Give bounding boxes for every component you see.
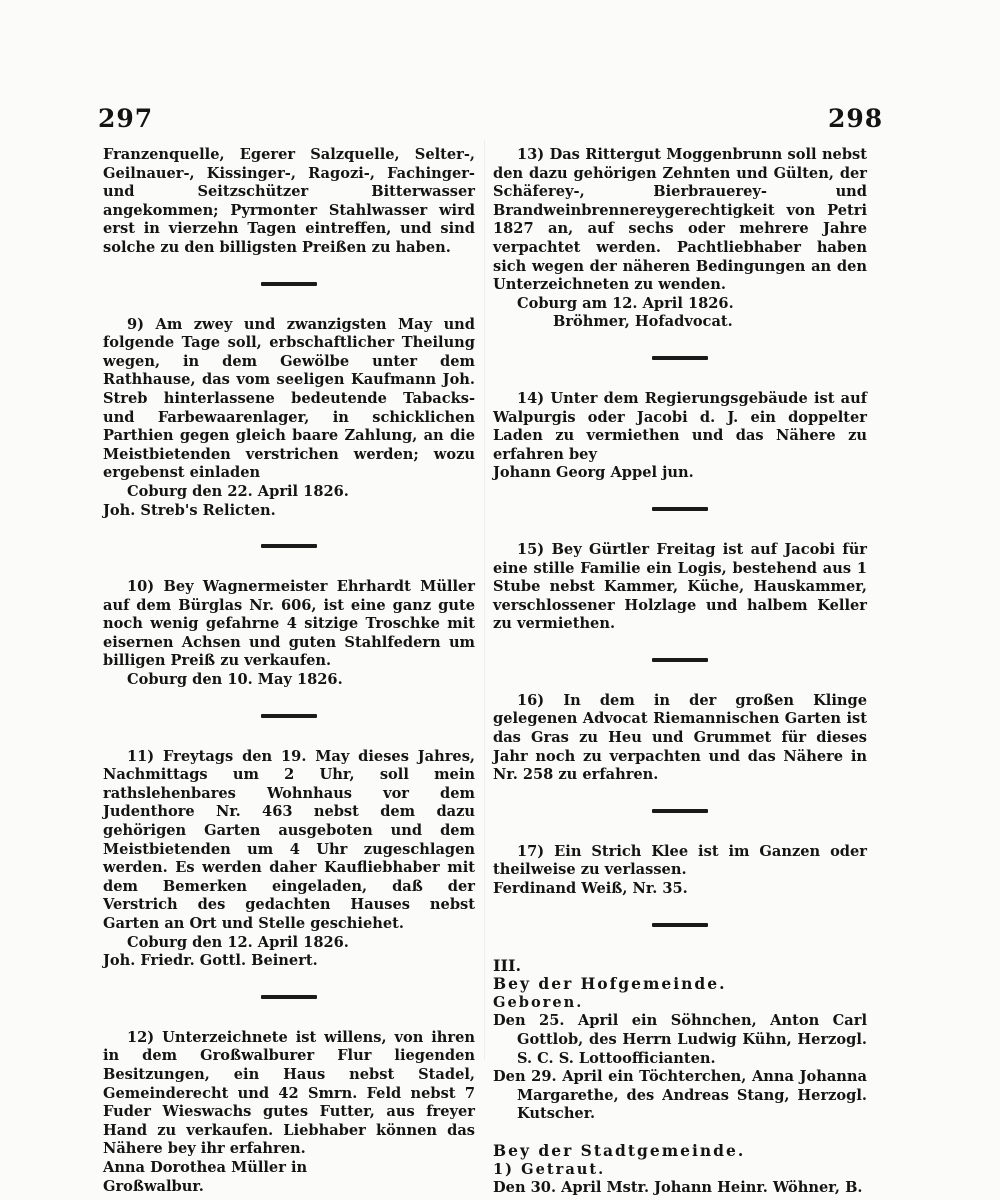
separator-rule: [261, 995, 317, 999]
notice-16-text: 16) In dem in der großen Klinge gelegenen Advocat Riemannischen Garten ist das Gras zu Heu und Grummet für dieses Jahr noch zu verpachten und das Nähere in Nr. 258 zu erfahren.: [493, 691, 867, 784]
notice-11-signature: Joh. Friedr. Gottl. Beinert.: [103, 952, 318, 970]
subsection-married: 1) Getraut.: [493, 1160, 606, 1178]
notice-9-text: 9) Am zwey und zwanzigsten May und folgende Tage soll, erbschaftlicher Theilung wegen, in dem Gewölbe unter dem Rathhause, das vom seeligen Kaufmann Joh. Streb hinterlassene bedeutende Tabacks- und Farbewaarenlager, in schicklichen Parthien gegen gleich baare Zahlung, an die Meistbietenden verstrichen werden; wozu ergebenst einladen: [103, 315, 475, 482]
notice-14-signature: Johann Georg Appel jun.: [493, 464, 694, 482]
notice-13-signature: Bröhmer, Hofadvocat.: [553, 313, 733, 331]
separator-rule: [652, 809, 708, 813]
notice-16: [493, 692, 867, 785]
notice-17-signature: Ferdinand Weiß, Nr. 35.: [493, 880, 688, 898]
birth-record-1: Den 25. April ein Söhnchen, Anton Carl Gottlob, des Herrn Ludwig Kühn, Herzogl. S. C. S. Lottoofficianten.: [493, 1012, 867, 1067]
separator-rule: [652, 356, 708, 360]
spacer: [493, 1124, 867, 1142]
notice-10-date: Coburg den 10. May 1826.: [127, 671, 343, 689]
notice-14: [493, 390, 867, 483]
separator-rule: [652, 658, 708, 662]
page-number-left: 297: [98, 104, 154, 133]
notice-13-date: Coburg am 12. April 1826.: [517, 294, 734, 312]
separator-rule: [261, 282, 317, 286]
birth-record-2: Den 29. April ein Töchterchen, Anna Johanna Margarethe, des Andreas Stang, Herzogl. Kutscher.: [493, 1068, 867, 1123]
notice-9-date: Coburg den 22. April 1826.: [127, 482, 349, 500]
section-title-court-parish: Bey der Hofgemeinde.: [493, 974, 727, 994]
separator-rule: [261, 544, 317, 548]
notice-10-text: 10) Bey Wagnermeister Ehrhardt Müller auf dem Bürglas Nr. 606, ist eine ganz gute noch wenig gefahrne 4 sitzige Troschke mit eisernen Achsen und guten Stahlfedern um billigen Preiß zu verkaufen.: [103, 578, 475, 670]
column-gutter: [484, 140, 485, 1060]
notice-12-signature-line-2: Großwalbur.: [103, 1177, 204, 1195]
section-title-city-parish: Bey der Stadtgemeinde.: [493, 1140, 746, 1160]
notice-15: [493, 541, 867, 634]
notice-12: [103, 1029, 475, 1196]
notice-14-text: 14) Unter dem Regierungsgebäude ist auf Walpurgis oder Jacobi d. J. ein doppelter Laden zu vermiethen und das Nähere zu erfahren bey: [493, 389, 867, 463]
notice-17: [493, 843, 867, 899]
notice-12-text: 12) Unterzeichnete ist willens, von ihren in dem Großwalburer Flur liegenden Besitzungen, ein Haus nebst Stadel, Gemeinderecht und 42 Smrn. Feld nebst 7 Fuder Wieswachs gutes Futter, aus freyer Hand zu verkaufen. Liebhaber können das Nähere bey ihr erfahren.: [103, 1028, 475, 1158]
notice-12-signature-line-1: Anna Dorothea Müller in: [103, 1158, 308, 1176]
section-number: III.: [493, 955, 522, 975]
separator-rule: [652, 507, 708, 511]
notice-8-continuation: [103, 146, 475, 258]
notice-17-text: 17) Ein Strich Klee ist im Ganzen oder theilweise zu verlassen.: [493, 842, 867, 879]
notice-10: [103, 578, 475, 690]
marriage-record-1: Den 30. April Mstr. Johann Heinr. Wöhner, B.: [493, 1179, 863, 1197]
separator-rule: [652, 923, 708, 927]
notice-11-text: 11) Freytags den 19. May dieses Jahres, Nachmittags um 2 Uhr, soll mein rathslehenbares Wohnhaus vor dem Judenthore Nr. 463 nebst dem dazu gehörigen Garten ausgeboten und dem Meistbietenden um 4 Uhr zugeschlagen werden. Es werden daher Kaufliebhaber mit dem Bemerken eingeladen, daß der Verstrich des gedachten Hauses nebst Garten an Ort und Stelle geschiehet.: [103, 747, 475, 932]
page-number-right: 298: [828, 104, 884, 133]
notice-11: [103, 748, 475, 971]
notice-15-text: 15) Bey Gürtler Freitag ist auf Jacobi für eine stille Familie ein Logis, bestehend aus 1 Stube nebst Kammer, Küche, Hauskammer, verschlossener Holzlage und halbem Keller zu vermiethen.: [493, 540, 867, 633]
notice-8-text: Franzenquelle, Egerer Salzquelle, Selter-, Geilnauer-, Kissinger-, Ragozi-, Fachinger- und Seitzschützer Bitterwasser angekommen; Pyrmonter Stahlwasser wird erst in vierzehn Tagen eintreffen, und sind solche zu den billigsten Preißen zu haben.: [103, 146, 475, 256]
left-column: [103, 146, 475, 1196]
notice-9: [103, 316, 475, 521]
section-iii: [493, 957, 867, 1198]
notice-9-signature: Joh. Streb's Relicten.: [103, 501, 276, 519]
notice-11-date: Coburg den 12. April 1826.: [127, 933, 349, 951]
notice-13: [493, 146, 867, 332]
separator-rule: [261, 714, 317, 718]
notice-13-text: 13) Das Rittergut Moggenbrunn soll nebst den dazu gehörigen Zehnten und Gülten, der Schäferey-, Bierbrauerey- und Brandweinbrennereygerechtigkeit von Petri 1827 an, auf sechs oder mehrere Jahre verpachtet werden. Pachtliebhaber haben sich wegen der näheren Bedingungen an den Unterzeichneten zu wenden.: [493, 146, 867, 294]
right-column: [493, 146, 867, 1198]
subsection-born: Geboren.: [493, 993, 584, 1011]
